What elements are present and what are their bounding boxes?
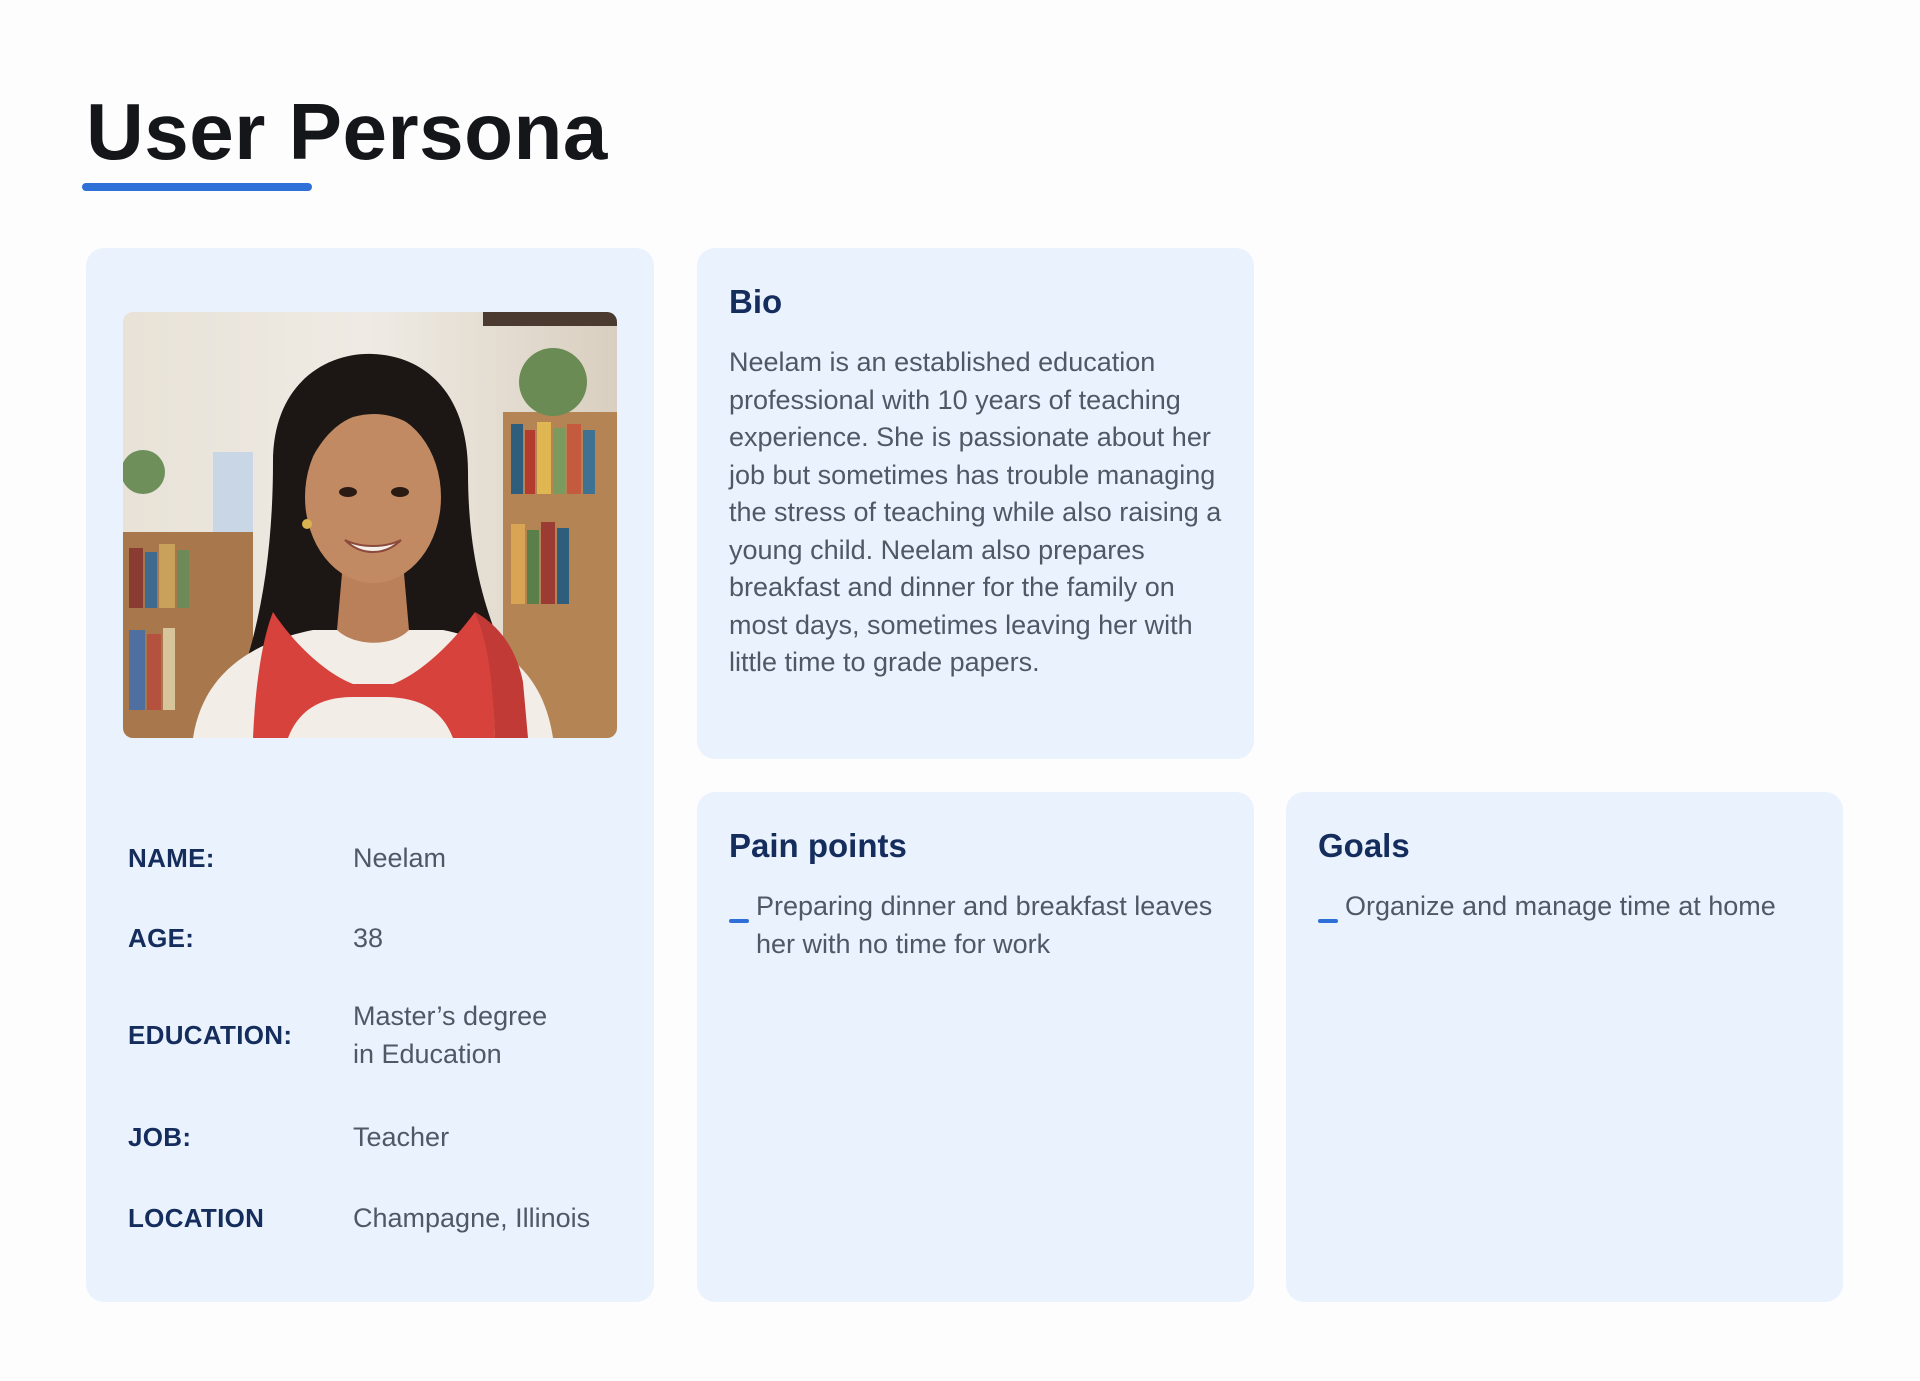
goals-card <box>1286 792 1843 1302</box>
detail-label: AGE: <box>128 923 195 954</box>
dash-bullet-icon <box>729 919 749 923</box>
detail-row-name <box>128 840 648 878</box>
title-underline <box>82 183 312 191</box>
detail-label: LOCATION <box>128 1203 265 1234</box>
dash-bullet-icon <box>1318 919 1338 923</box>
detail-value: Teacher <box>353 1122 450 1152</box>
detail-label: EDUCATION: <box>128 1020 293 1050</box>
detail-row-job <box>128 1119 648 1157</box>
goals-heading: Goals <box>1318 827 1410 864</box>
persona-photo <box>123 312 617 738</box>
pain-point-text: Preparing dinner and breakfast leaves her with no time for work <box>756 891 1213 959</box>
detail-label: NAME: <box>128 843 215 874</box>
detail-value: 38 <box>353 923 384 953</box>
profile-card <box>86 248 654 1302</box>
pain-points-card <box>697 792 1254 1302</box>
page-title: User Persona <box>86 87 608 176</box>
bio-text: Neelam is an established education professional with 10 years of teaching experience. She is passionate about her job but sometimes has trouble managing the stress of teaching while also raising a young child. Neelam also prepares breakfast and dinner for the family on most days, sometimes leaving her with little time to grade papers. <box>729 347 1222 677</box>
detail-label: JOB: <box>128 1122 192 1153</box>
detail-row-age <box>128 920 648 958</box>
pain-points-heading: Pain points <box>729 827 907 864</box>
bio-heading: Bio <box>729 283 783 320</box>
detail-value: Champagne, Illinois <box>353 1203 591 1233</box>
detail-value: Master’s degree in Education <box>353 1001 548 1069</box>
pain-point-item <box>729 888 1222 963</box>
detail-value: Neelam <box>353 843 447 873</box>
persona-portrait-icon <box>123 312 617 738</box>
detail-row-education <box>128 998 648 1073</box>
goal-item <box>1318 888 1811 926</box>
goal-text: Organize and manage time at home <box>1345 891 1776 921</box>
bio-card <box>697 248 1254 759</box>
detail-row-location <box>128 1200 648 1238</box>
